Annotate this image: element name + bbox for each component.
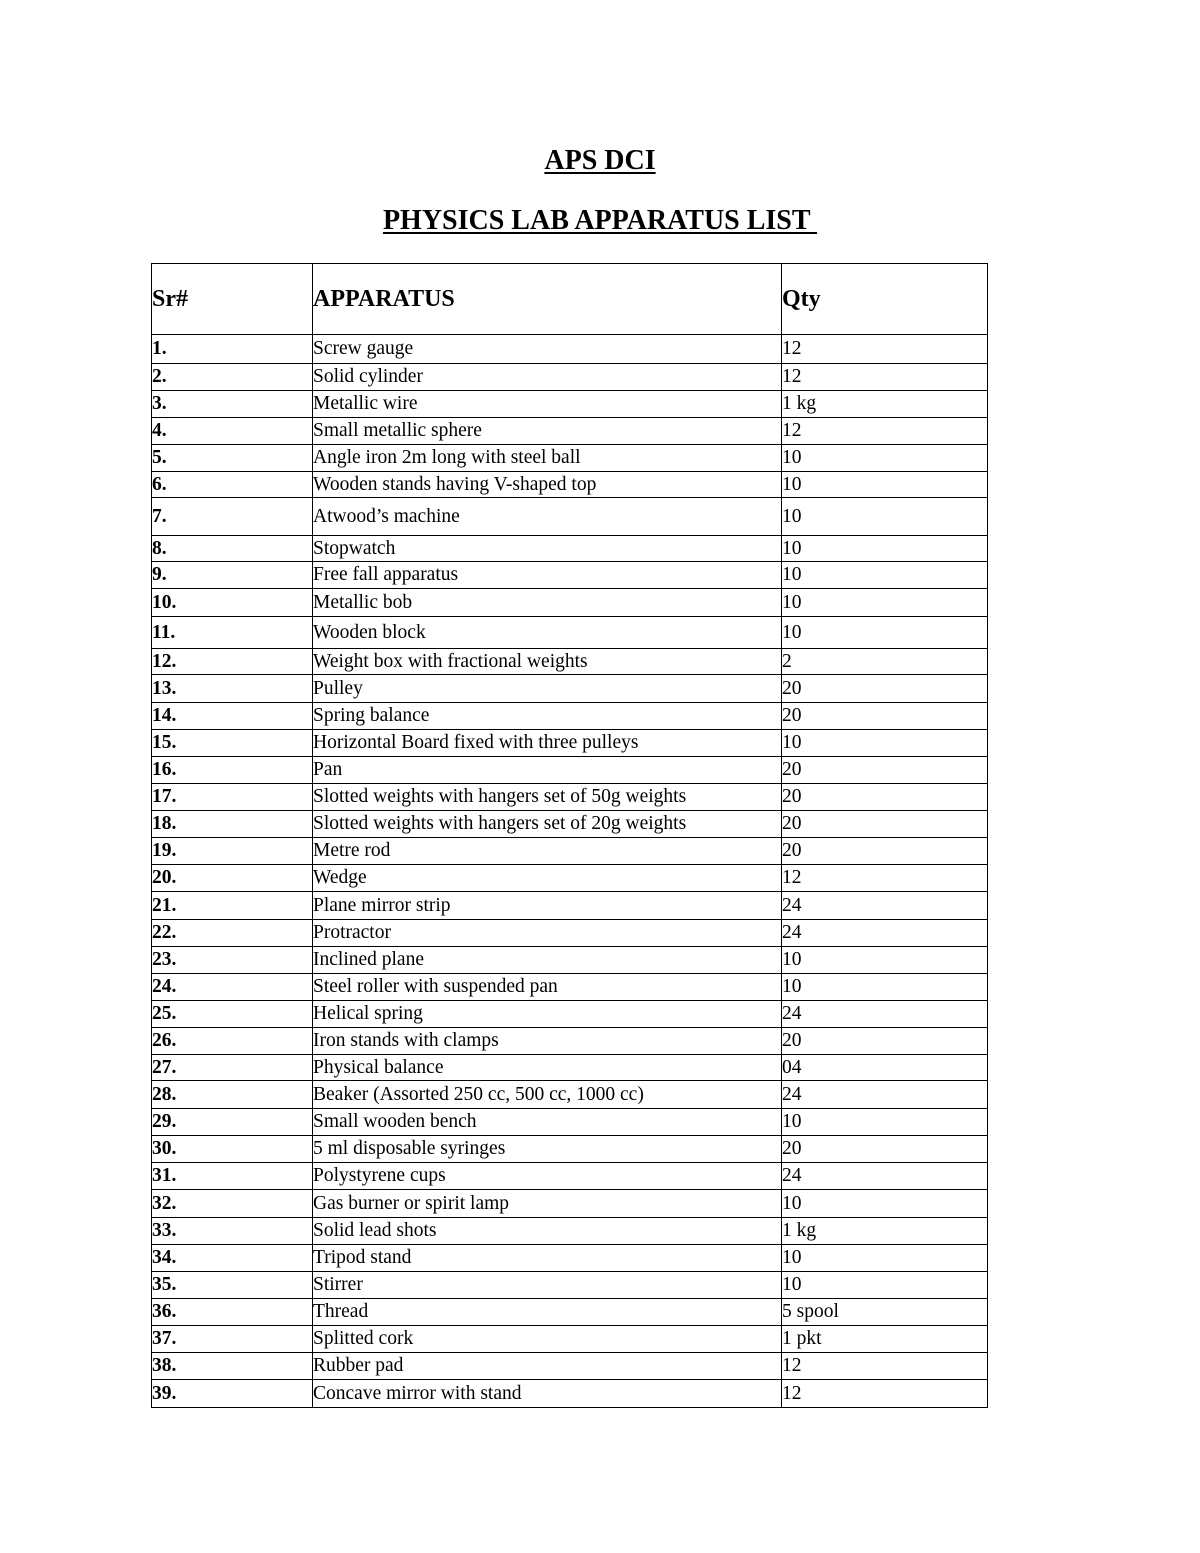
row-sr: 19. (152, 838, 313, 865)
row-qty: 24 (782, 892, 988, 920)
row-sr: 28. (152, 1081, 313, 1109)
row-sr: 1. (152, 335, 313, 364)
row-apparatus: Metre rod (313, 838, 782, 865)
row-sr: 20. (152, 865, 313, 892)
row-apparatus: Steel roller with suspended pan (313, 974, 782, 1001)
row-qty: 10 (782, 498, 988, 536)
row-apparatus: Spring balance (313, 703, 782, 730)
table-row (152, 498, 988, 536)
row-sr: 34. (152, 1245, 313, 1272)
row-apparatus: Solid lead shots (313, 1218, 782, 1245)
row-sr: 7. (152, 498, 313, 536)
row-apparatus: Tripod stand (313, 1245, 782, 1272)
table-row (152, 1380, 988, 1408)
row-sr: 11. (152, 617, 313, 649)
row-apparatus: Slotted weights with hangers set of 50g weights (313, 784, 782, 811)
row-apparatus: Plane mirror strip (313, 892, 782, 920)
table-row (152, 1245, 988, 1272)
row-qty: 20 (782, 784, 988, 811)
school-name: APS DCI (544, 145, 656, 176)
row-sr: 39. (152, 1380, 313, 1408)
row-qty: 12 (782, 335, 988, 364)
row-qty: 12 (782, 865, 988, 892)
row-qty: 24 (782, 1081, 988, 1109)
row-qty: 12 (782, 1380, 988, 1408)
row-sr: 23. (152, 947, 313, 974)
table-row (152, 811, 988, 838)
table-row (152, 418, 988, 445)
row-qty: 10 (782, 730, 988, 757)
row-sr: 15. (152, 730, 313, 757)
table-row (152, 1028, 988, 1055)
row-apparatus: Stopwatch (313, 536, 782, 562)
row-apparatus: Wooden stands having V-shaped top (313, 472, 782, 498)
row-sr: 31. (152, 1163, 313, 1190)
row-sr: 3. (152, 391, 313, 418)
row-sr: 22. (152, 920, 313, 947)
table-row (152, 1299, 988, 1326)
apparatus-table (151, 263, 988, 1408)
row-qty: 12 (782, 1353, 988, 1380)
header-apparatus: APPARATUS (313, 264, 782, 335)
row-apparatus: Physical balance (313, 1055, 782, 1081)
table-row (152, 1109, 988, 1136)
row-sr: 33. (152, 1218, 313, 1245)
table-row (152, 1001, 988, 1028)
row-apparatus: Angle iron 2m long with steel ball (313, 445, 782, 472)
row-apparatus: Helical spring (313, 1001, 782, 1028)
table-row (152, 1081, 988, 1109)
row-sr: 2. (152, 364, 313, 391)
row-sr: 12. (152, 649, 313, 675)
row-qty: 24 (782, 1001, 988, 1028)
row-sr: 27. (152, 1055, 313, 1081)
table-row (152, 1326, 988, 1353)
row-qty: 10 (782, 1190, 988, 1218)
row-apparatus: Metallic wire (313, 391, 782, 418)
table-row (152, 445, 988, 472)
table-row (152, 617, 988, 649)
row-sr: 8. (152, 536, 313, 562)
table-row (152, 562, 988, 589)
table-row (152, 391, 988, 418)
row-apparatus: Atwood’s machine (313, 498, 782, 536)
row-qty: 20 (782, 675, 988, 703)
row-apparatus: Beaker (Assorted 250 cc, 500 cc, 1000 cc) (313, 1081, 782, 1109)
row-qty: 10 (782, 589, 988, 617)
row-sr: 30. (152, 1136, 313, 1163)
row-apparatus: Slotted weights with hangers set of 20g weights (313, 811, 782, 838)
table-row (152, 1136, 988, 1163)
row-apparatus: Metallic bob (313, 589, 782, 617)
table-row (152, 1272, 988, 1299)
row-qty: 1 kg (782, 1218, 988, 1245)
table-row (152, 892, 988, 920)
row-qty: 12 (782, 418, 988, 445)
row-qty: 20 (782, 838, 988, 865)
row-qty: 1 kg (782, 391, 988, 418)
table-header-row (152, 264, 988, 335)
header-sr: Sr# (152, 264, 313, 335)
row-apparatus: Iron stands with clamps (313, 1028, 782, 1055)
row-qty: 10 (782, 1109, 988, 1136)
table-row (152, 1190, 988, 1218)
table-row (152, 730, 988, 757)
table-row (152, 920, 988, 947)
row-apparatus: Wedge (313, 865, 782, 892)
row-apparatus: Splitted cork (313, 1326, 782, 1353)
row-sr: 5. (152, 445, 313, 472)
table-row (152, 335, 988, 364)
row-apparatus: Weight box with fractional weights (313, 649, 782, 675)
table-row (152, 649, 988, 675)
table-row (152, 675, 988, 703)
row-apparatus: Protractor (313, 920, 782, 947)
table-row (152, 1163, 988, 1190)
row-qty: 10 (782, 1272, 988, 1299)
row-apparatus: Pulley (313, 675, 782, 703)
table-row (152, 1055, 988, 1081)
row-apparatus: Screw gauge (313, 335, 782, 364)
table-row (152, 947, 988, 974)
row-qty: 10 (782, 974, 988, 1001)
row-qty: 10 (782, 472, 988, 498)
row-apparatus: Stirrer (313, 1272, 782, 1299)
row-sr: 32. (152, 1190, 313, 1218)
row-qty: 12 (782, 364, 988, 391)
row-apparatus: Small metallic sphere (313, 418, 782, 445)
table-row (152, 838, 988, 865)
row-sr: 16. (152, 757, 313, 784)
row-apparatus: Solid cylinder (313, 364, 782, 391)
row-qty: 5 spool (782, 1299, 988, 1326)
row-qty: 10 (782, 1245, 988, 1272)
row-apparatus: Polystyrene cups (313, 1163, 782, 1190)
table-row (152, 364, 988, 391)
row-qty: 10 (782, 562, 988, 589)
row-sr: 9. (152, 562, 313, 589)
row-sr: 4. (152, 418, 313, 445)
row-qty: 20 (782, 1136, 988, 1163)
row-qty: 20 (782, 703, 988, 730)
row-qty: 20 (782, 757, 988, 784)
row-sr: 38. (152, 1353, 313, 1380)
row-sr: 13. (152, 675, 313, 703)
row-qty: 20 (782, 1028, 988, 1055)
row-sr: 25. (152, 1001, 313, 1028)
table-body (152, 335, 988, 1408)
row-apparatus: Pan (313, 757, 782, 784)
row-apparatus: Wooden block (313, 617, 782, 649)
row-apparatus: Small wooden bench (313, 1109, 782, 1136)
row-sr: 26. (152, 1028, 313, 1055)
row-sr: 14. (152, 703, 313, 730)
row-qty: 10 (782, 445, 988, 472)
row-sr: 37. (152, 1326, 313, 1353)
row-qty: 10 (782, 536, 988, 562)
row-sr: 21. (152, 892, 313, 920)
row-sr: 35. (152, 1272, 313, 1299)
row-sr: 18. (152, 811, 313, 838)
table-row (152, 784, 988, 811)
row-qty: 24 (782, 920, 988, 947)
table-row (152, 703, 988, 730)
row-sr: 36. (152, 1299, 313, 1326)
row-apparatus: Inclined plane (313, 947, 782, 974)
row-qty: 04 (782, 1055, 988, 1081)
row-apparatus: Horizontal Board fixed with three pulleys (313, 730, 782, 757)
row-sr: 10. (152, 589, 313, 617)
row-qty: 24 (782, 1163, 988, 1190)
table-row (152, 536, 988, 562)
row-sr: 24. (152, 974, 313, 1001)
table-row (152, 1218, 988, 1245)
row-apparatus: Concave mirror with stand (313, 1380, 782, 1408)
document-title: PHYSICS LAB APPARATUS LIST (382, 205, 818, 236)
header-qty: Qty (782, 264, 988, 335)
row-qty: 10 (782, 617, 988, 649)
row-qty: 10 (782, 947, 988, 974)
row-sr: 17. (152, 784, 313, 811)
table-row (152, 589, 988, 617)
table-row (152, 865, 988, 892)
row-apparatus: Gas burner or spirit lamp (313, 1190, 782, 1218)
row-qty: 1 pkt (782, 1326, 988, 1353)
row-apparatus: Rubber pad (313, 1353, 782, 1380)
row-apparatus: Thread (313, 1299, 782, 1326)
row-qty: 20 (782, 811, 988, 838)
table-row (152, 974, 988, 1001)
row-sr: 29. (152, 1109, 313, 1136)
row-qty: 2 (782, 649, 988, 675)
table-row (152, 1353, 988, 1380)
row-apparatus: Free fall apparatus (313, 562, 782, 589)
row-apparatus: 5 ml disposable syringes (313, 1136, 782, 1163)
row-sr: 6. (152, 472, 313, 498)
table-row (152, 472, 988, 498)
table-row (152, 757, 988, 784)
